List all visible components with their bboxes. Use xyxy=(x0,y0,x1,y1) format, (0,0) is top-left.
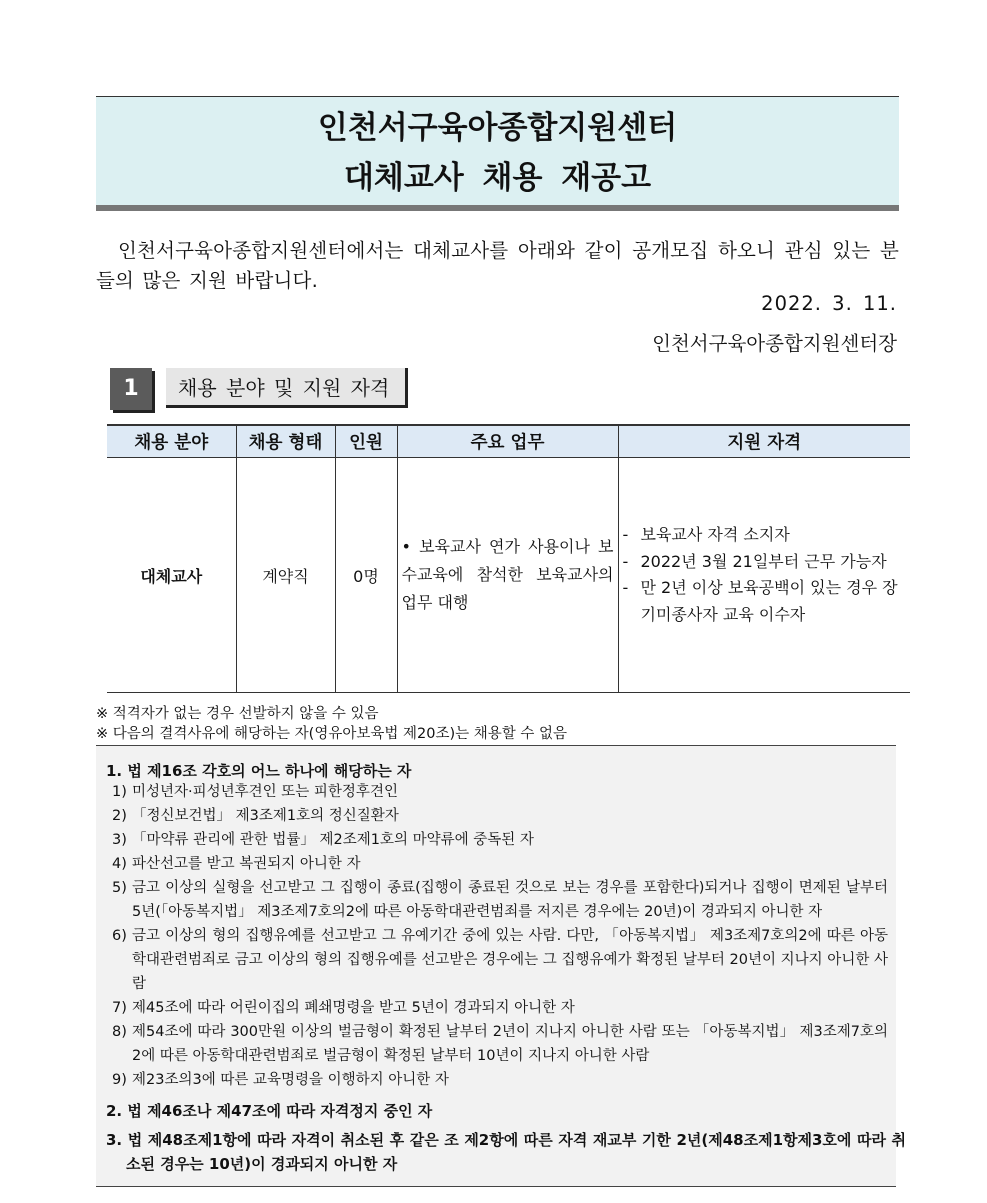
list-item: 5) 금고 이상의 실형을 선고받고 그 집행이 종료(집행이 종료된 것으로 보는 경우를 포함한다)되거나 집행이 면제된 날부터 5년(「아동복지법」 제3조제7호의2에 따른 아동학대관련범죄를 저지른 경우에는 20년)이 경과되지 아니한 자 xyxy=(112,880,888,920)
section-title: 채용 분야 및 지원 자격 xyxy=(166,368,408,408)
list-item: 2) 「정신보건법」 제3조제1호의 정신질환자 xyxy=(112,808,399,824)
section-number: 1 xyxy=(110,368,152,410)
title-line-2: 대체교사 채용 재공고 xyxy=(343,160,652,196)
list-item: 7) 제45조에 따라 어린이집의 폐쇄명령을 받고 5년이 경과되지 아니한 자 xyxy=(112,1000,575,1016)
cell-count: 0명 xyxy=(335,458,397,693)
cell-qualifications xyxy=(618,458,910,693)
note-item: ※ 다음의 결격사유에 해당하는 자(영유아보육법 제20조)는 채용할 수 없음 xyxy=(96,726,567,742)
intro-paragraph: 인천서구육아종합지원센터에서는 대체교사를 아래와 같이 공개모집 하오니 관심 있는 분들의 많은 지원 바랍니다. xyxy=(96,239,899,292)
qualification-item: - 2022년 3월 21일부터 근무 가능자 xyxy=(622,551,887,571)
header-type: 채용 형태 xyxy=(236,425,335,458)
cell-duty: • 보육교사 연가 사용이나 보수교육에 참석한 보육교사의 업무 대행 xyxy=(397,458,618,693)
list-item: 4) 파산선고를 받고 복권되지 아니한 자 xyxy=(112,856,361,872)
header-duty: 주요 업무 xyxy=(397,425,618,458)
disqualification-heading-2: 2. 법 제46조나 제47조에 따라 자격정지 중인 자 xyxy=(106,1102,433,1120)
list-item: 6) 금고 이상의 형의 집행유예를 선고받고 그 유예기간 중에 있는 사람. 다만, 「아동복지법」 제3조제7호의2에 따른 아동학대관련범죄로 금고 이상의 형의 집행유예를 선고받은 경우에는 그 집행유예가 확정된 날부터 20년이 지나지 아니한 사람 xyxy=(112,928,888,992)
notes xyxy=(96,704,567,744)
cell-type: 계약직 xyxy=(236,458,335,693)
notice-date: 2022. 3. 11. xyxy=(761,292,897,315)
table-header-row xyxy=(107,425,910,458)
cell-field: 대체교사 xyxy=(107,458,236,693)
header-field: 채용 분야 xyxy=(107,425,236,458)
list-item: 1) 미성년자·피성년후견인 또는 피한정후견인 xyxy=(112,784,398,800)
table-row xyxy=(107,458,910,693)
signature: 인천서구육아종합지원센터장 xyxy=(652,332,897,355)
title-line-1: 인천서구육아종합지원센터 xyxy=(317,110,678,146)
disqualification-box xyxy=(96,745,906,1187)
disqualification-heading-3: 3. 법 제48조제1항에 따라 자격이 취소된 후 같은 조 제2항에 따른 자격 재교부 기한 2년(제48조제1항제3호에 따라 취소된 경우는 10년)이 경과되지 아니한 자 xyxy=(106,1131,906,1173)
header-qualification: 지원 자격 xyxy=(618,425,910,458)
recruitment-table xyxy=(107,424,910,693)
title-banner xyxy=(96,96,899,211)
list-item: 9) 제23조의3에 따른 교육명령을 이행하지 아니한 자 xyxy=(112,1072,449,1088)
header-count: 인원 xyxy=(335,425,397,458)
disqualification-heading-1: 1. 법 제16조 각호의 어느 하나에 해당하는 자 xyxy=(106,762,412,780)
note-item: ※ 적격자가 없는 경우 선발하지 않을 수 있음 xyxy=(96,706,379,722)
qualification-item: - 만 2년 이상 보육공백이 있는 경우 장기미종사자 교육 이수자 xyxy=(622,578,898,624)
qualification-item: - 보육교사 자격 소지자 xyxy=(622,525,790,544)
list-item: 8) 제54조에 따라 300만원 이상의 벌금형이 확정된 날부터 2년이 지나지 아니한 사람 또는 「아동복지법」 제3조제7호의2에 따른 아동학대관련범죄로 벌금형이 확정된 날부터 10년이 지나지 아니한 사람 xyxy=(112,1024,888,1064)
list-item: 3) 「마약류 관리에 관한 법률」 제2조제1호의 마약류에 중독된 자 xyxy=(112,832,534,848)
